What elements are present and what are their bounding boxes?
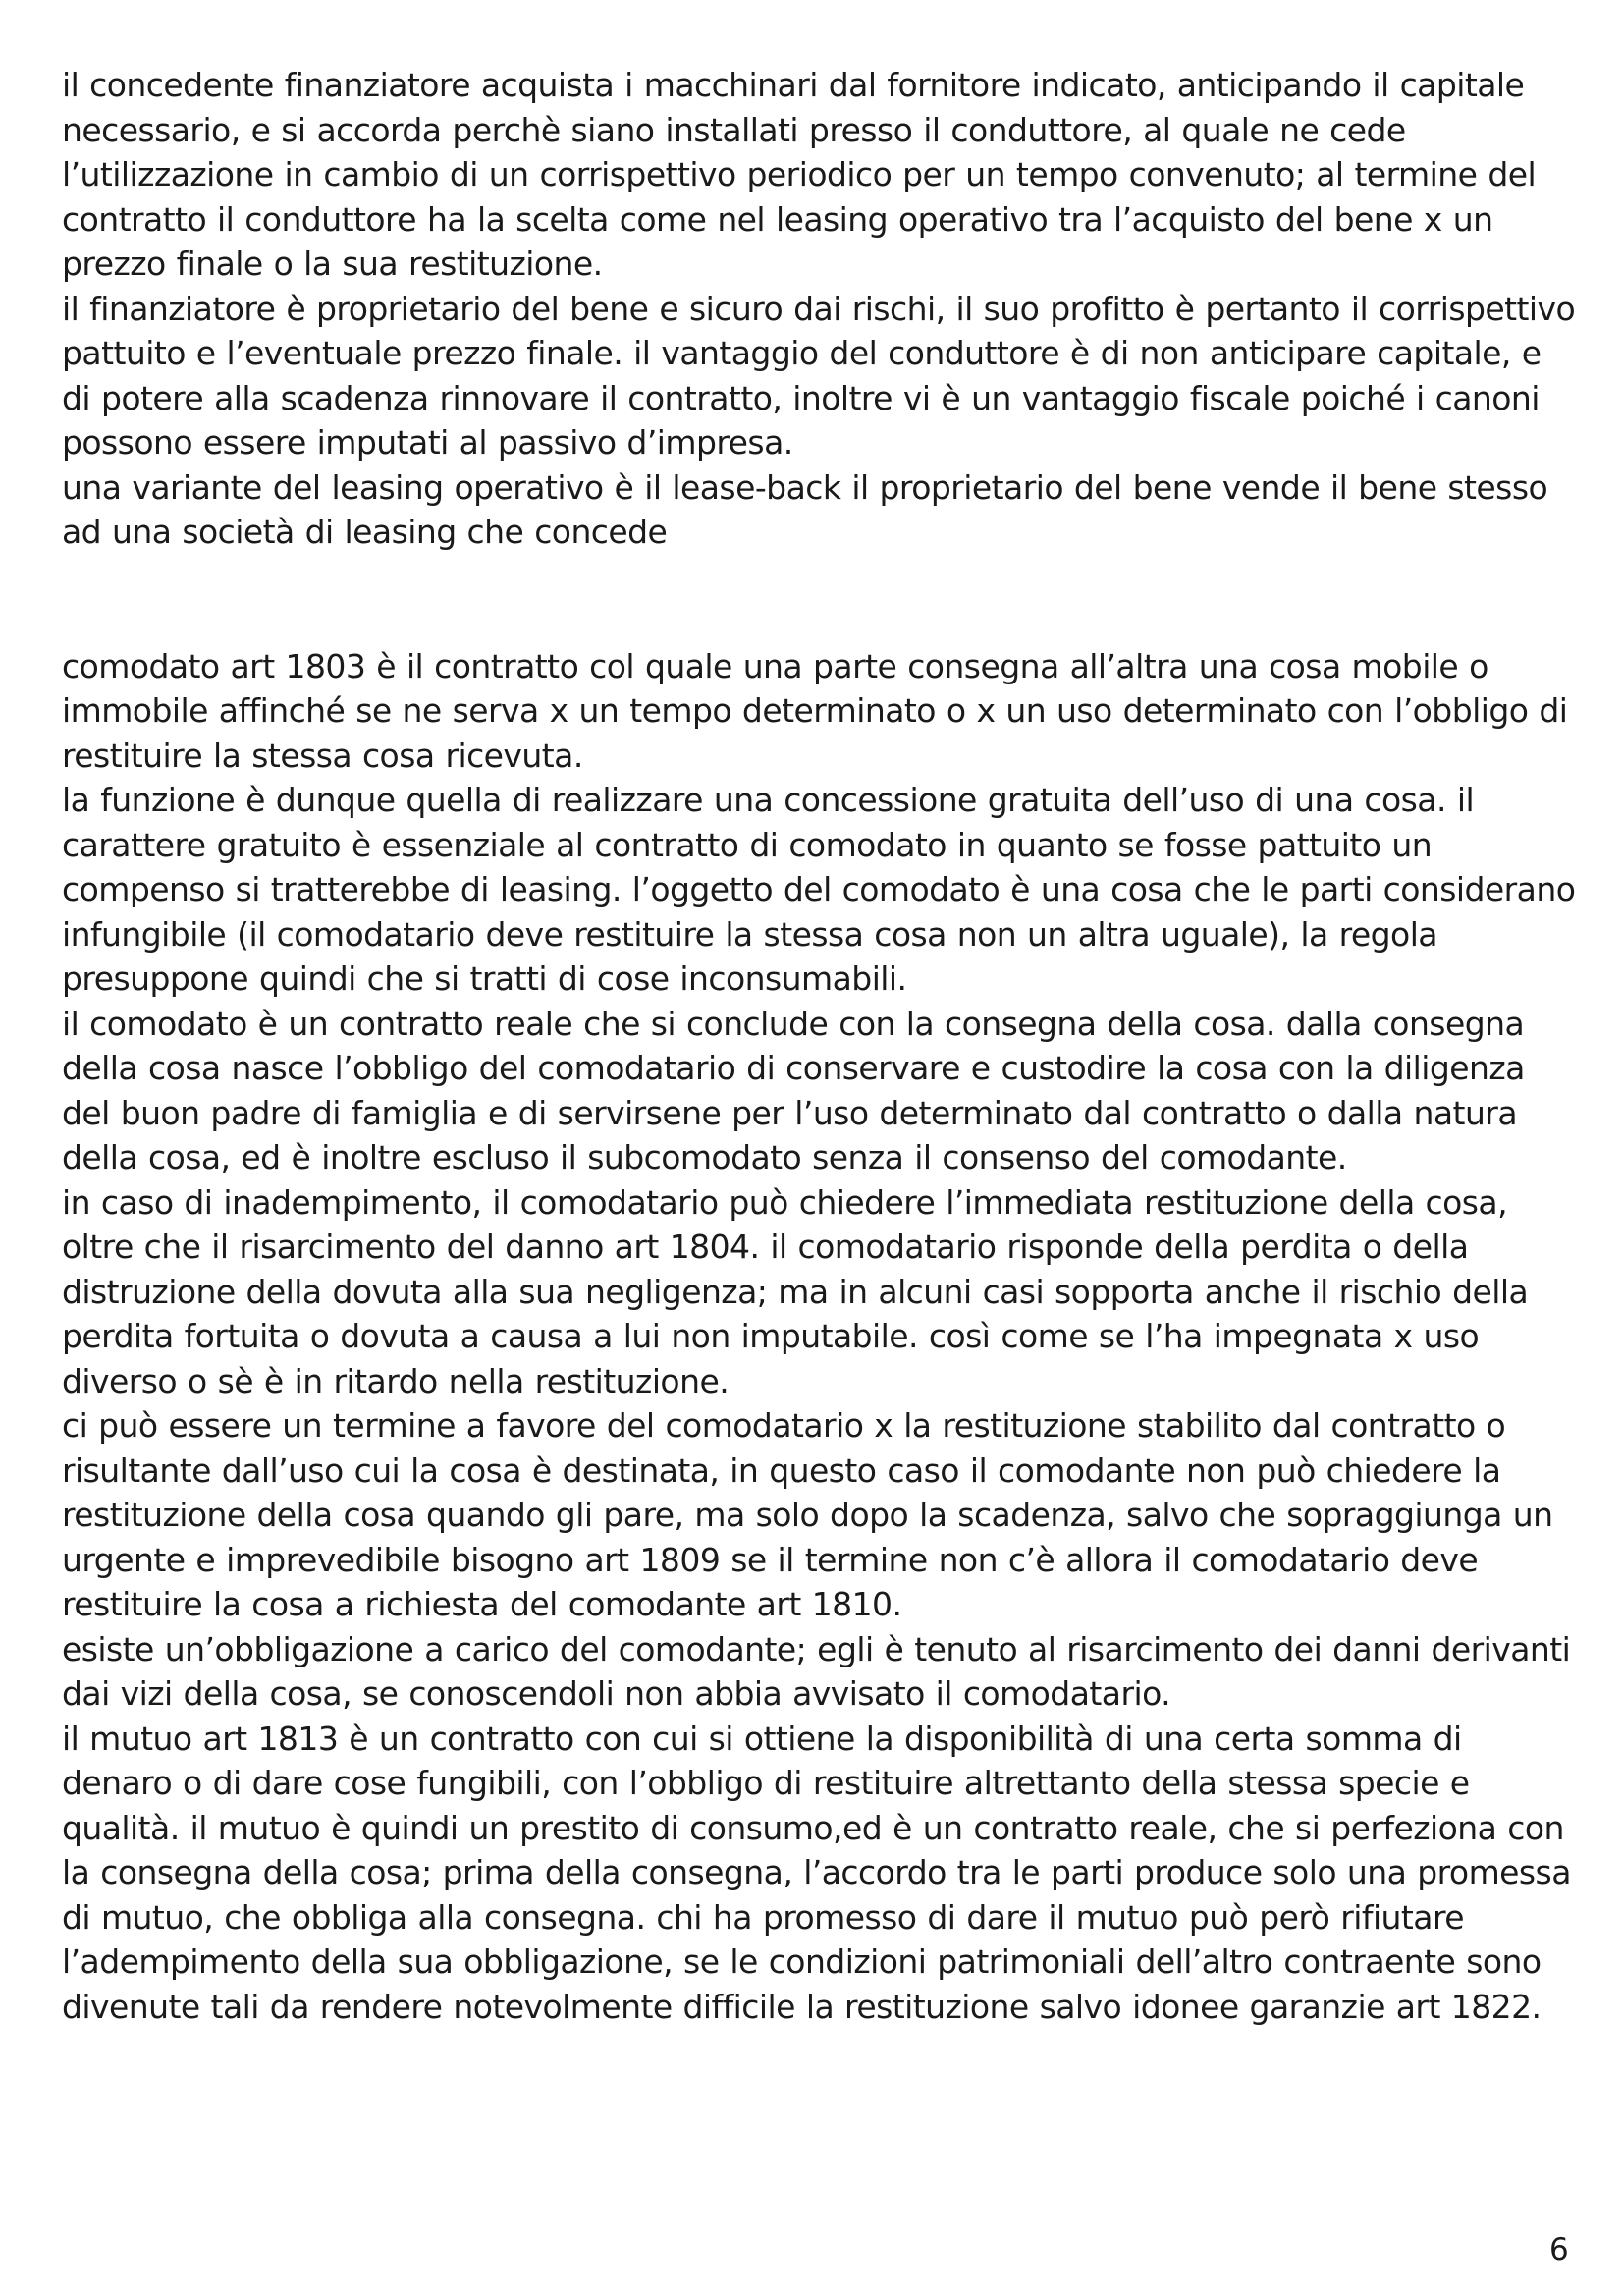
paragraph-leasing-finanziario: il concedente finanziatore acquista i macchinari dal fornitore indicato, anticipando il capitale necessario, e si accorda perchè siano installati presso il conduttore, al quale ne cede l’utilizzazione in cambio di un corrispettivo periodico per un tempo convenuto; al termine del contratto il conduttore ha la scelta come nel leasing operativo tra l’acquisto del bene x un prezzo finale o la sua restituzione. <box>62 66 1537 283</box>
page-number: 6 <box>1549 2232 1569 2268</box>
paragraph-gap <box>62 555 1579 644</box>
paragraph-finanziatore: il finanziatore è proprietario del bene e sicuro dai rischi, il suo profitto è pertanto il corrispettivo pattuito e l’eventuale prezzo finale. il vantaggio del conduttore è di non anticipare capitale, e di potere alla scadenza rinnovare il contratto, inoltre vi è un vantaggio fiscale poiché i canoni possono essere imputati al passivo d’impresa. <box>62 289 1576 462</box>
paragraph-comodato-contratto-reale: il comodato è un contratto reale che si conclude con la consegna della cosa. dalla consegna della cosa nasce l’obbligo del comodatario di conservare e custodire la cosa con la diligenza del buon padre di famiglia e di servirsene per l’uso determinato dal contratto o dalla natura della cosa, ed è inoltre escluso il subcomodato senza il consenso del comodante. <box>62 1004 1525 1176</box>
paragraph-comodato-termine: ci può essere un termine a favore del comodatario x la restituzione stabilito dal contratto o risultante dall’uso cui la cosa è destinata, in questo caso il comodante non può chiedere la restituzione della cosa quando gli pare, ma solo dopo la scadenza, salvo che sopraggiunga un urgente e imprevedibile bisogno art 1809 se il termine non c’è allora il comodatario deve restituire la cosa a richiesta del comodante art 1810. <box>62 1406 1553 1623</box>
paragraph-lease-back: una variante del leasing operativo è il lease-back il proprietario del bene vende il bene stesso ad una società di leasing che concede <box>62 467 1548 551</box>
body-text <box>62 63 1579 2029</box>
paragraph-comodante-obbligazione: esiste un’obbligazione a carico del comodante; egli è tenuto al risarcimento dei danni derivanti dai vizi della cosa, se conoscendoli non abbia avvisato il comodatario. <box>62 1629 1571 1713</box>
paragraph-comodato-inadempimento: in caso di inadempimento, il comodatario può chiedere l’immediata restituzione della cosa, oltre che il risarcimento del danno art 1804. il comodatario risponde della perdita o della distruzione della dovuta alla sua negligenza; ma in alcuni casi sopporta anche il rischio della perdita fortuita o dovuta a causa a lui non imputabile. così come se l’ha impegnata x uso diverso o sè è in ritardo nella restituzione. <box>62 1182 1529 1400</box>
paragraph-comodato-definizione: comodato art 1803 è il contratto col quale una parte consegna all’altra una cosa mobile o immobile affinché se ne serva x un tempo determinato o x un uso determinato con l’obbligo di restituire la stessa cosa ricevuta. <box>62 646 1568 775</box>
paragraph-mutuo: il mutuo art 1813 è un contratto con cui si ottiene la disponibilità di una certa somma di denaro o di dare cose fungibili, con l’obbligo di restituire altrettanto della stessa specie e qualità. il mutuo è quindi un prestito di consumo,ed è un contratto reale, che si perfeziona con la consegna della cosa; prima della consegna, l’accordo tra le parti produce solo una promessa di mutuo, che obbliga alla consegna. chi ha promesso di dare il mutuo può però rifiutare l’adempimento della sua obbligazione, se le condizioni patrimoniali dell’altro contraente sono divenute tali da rendere notevolmente difficile la restituzione salvo idonee garanzie art 1822. <box>62 1719 1571 2026</box>
paragraph-comodato-funzione: la funzione è dunque quella di realizzare una concessione gratuita dell’uso di una cosa. il carattere gratuito è essenziale al contratto di comodato in quanto se fosse pattuito un compenso si tratterebbe di leasing. l’oggetto del comodato è una cosa che le parti considerano infungibile (il comodatario deve restituire la stessa cosa non un altra uguale), la regola presuppone quindi che si tratti di cose inconsumabili. <box>62 781 1576 998</box>
